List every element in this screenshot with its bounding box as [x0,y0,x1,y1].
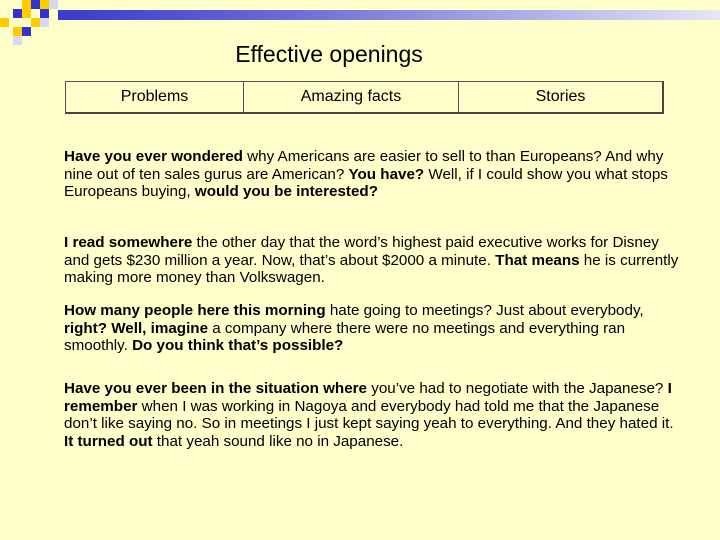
emphasis-phrase: That means [495,251,580,269]
body-text: that yeah sound like no in Japanese. [152,432,404,450]
tab-amazing-facts: Amazing facts [244,82,459,112]
body-text: he is currently making more money than Volkswagen. [64,251,679,286]
tab-problems: Problems [66,82,244,112]
emphasis-phrase: You have? [348,165,425,183]
emphasis-phrase: I remember [64,380,672,415]
body-text: why Americans are easier to sell to than Europeans? And why nine out of ten sales gurus are American? [64,148,664,183]
body-text: hate going to meetings? Just about everybody, [325,302,644,319]
emphasis-phrase: would you be interested? [194,183,378,200]
emphasis-phrase: Do you think that’s possible? [132,337,344,354]
opening-example-2 [64,234,686,287]
emphasis-phrase: It turned out [64,432,153,450]
emphasis-phrase: I read somewhere [64,234,193,251]
body-text: you’ve had to negotiate with the Japanese? [367,380,668,397]
emphasis-phrase: right? Well, imagine [64,319,209,337]
slide-title-text: Effective openings [235,41,423,67]
opening-example-3 [64,302,686,355]
emphasis-phrase: How many people here this morning [64,302,326,319]
body-text: when I was working in Nagoya and everybody had told me that the Japanese don’t like saying no. So in meetings I just kept saying yeah to everything. And they hated it. [64,397,674,432]
body-text: the other day that the word’s highest paid executive works for Disney and gets $230 million a year. Now, that’s about $2000 a minute. [64,234,659,269]
opening-example-4 [64,380,686,450]
body-text: Well, if I could show you what stops Europeans buying, [64,165,668,200]
title-accent-bar [58,10,720,20]
tab-stories: Stories [535,88,586,105]
emphasis-phrase: Have you ever wondered [64,148,243,165]
category-tabs [65,81,664,114]
emphasis-phrase: Have you ever been in the situation where [64,380,367,397]
body-text: a company where there were no meetings and everything ran smoothly. [64,319,626,354]
decorative-corner-pattern [0,0,720,40]
slide-title [0,41,680,68]
opening-example-1 [64,148,686,201]
